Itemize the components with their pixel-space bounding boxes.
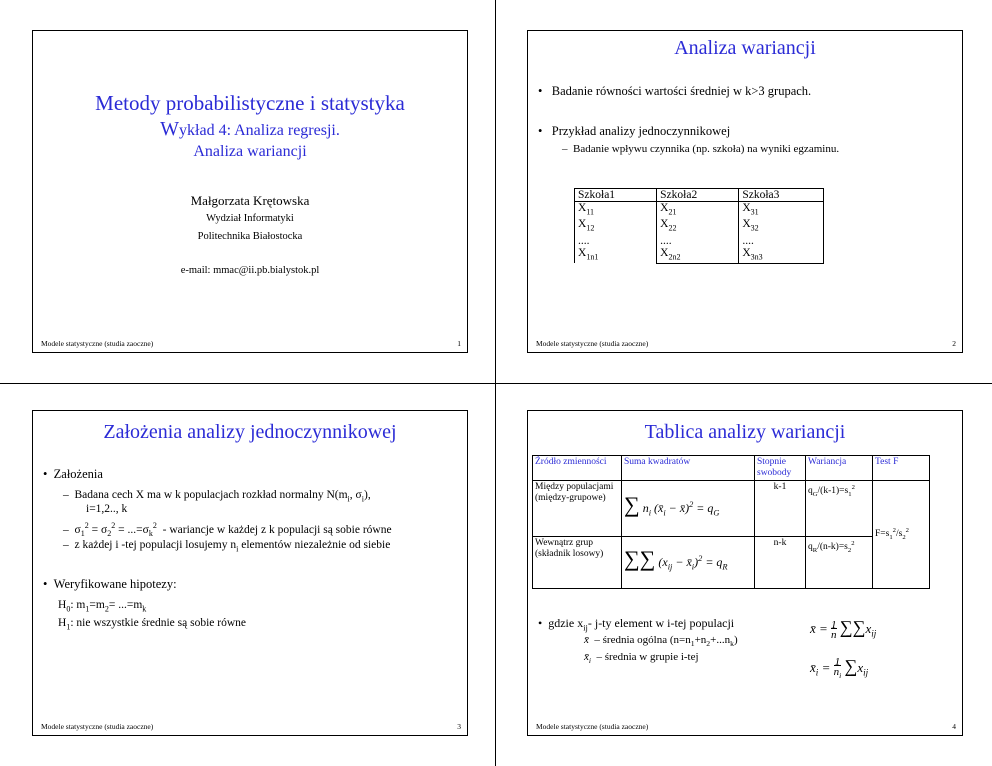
hypothesis-h0: $H_0$: $m_1=m_2= ...=m_k$: [58, 599, 147, 614]
faculty-name: Wydział Informatyki: [206, 213, 294, 224]
formula-overall-mean: x̄ = 1 n $\sum\sum x_{ij}$: [810, 617, 877, 642]
sub-bullet-3-tail: elementów niezależnie od siebie: [238, 539, 391, 551]
mean-overall: x̄ – średnia ogólna $(n=n_1+n_2+...n_k)$: [584, 634, 738, 649]
bullet-2: • Weryfikowane hipotezy:: [43, 577, 177, 591]
schools-table: [574, 188, 824, 264]
table-row: [533, 481, 930, 537]
dots: ....: [660, 234, 672, 247]
title-line-2-initial: W: [160, 118, 180, 140]
table-cell: $X_{31}$ $X_{32}$ .... $X_{3n3}$: [739, 202, 824, 264]
mean-overall-text: – średnia ogólna (n=n: [594, 634, 691, 646]
table-row: [575, 202, 824, 264]
page-number: 3: [457, 722, 461, 731]
page-number: 1: [457, 339, 461, 348]
sub-bullet-1-text: Badanie wpływu czynnika (np. szkoła) na wyniki egzaminu.: [573, 143, 840, 155]
slide-4-title: Tablica analizy wariancji: [644, 421, 846, 443]
university-name: Politechnika Białostocka: [197, 231, 303, 242]
dots: ....: [742, 234, 754, 247]
sub-bullet-3-text: z każdej i -tej populacji losujemy n: [74, 539, 237, 551]
bullet-1-text: Badanie równości wartości średniej w k>3 grupach.: [551, 84, 812, 98]
slide-footer: Modele statystyczne (studia zaoczne): [41, 722, 154, 731]
header-school-1: Szkoła1: [575, 189, 657, 202]
slide-1: [32, 30, 468, 353]
row2-df: n-k: [755, 537, 806, 589]
email: e-mail: mmac@ii.pb.bialystok.pl: [180, 265, 320, 276]
row1-variance: $q_G/(k-1)=s_1^2$: [806, 481, 873, 537]
table-row: [533, 537, 930, 589]
bullet-1: • Założenia: [43, 467, 103, 481]
bullet-1-text: Założenia: [53, 467, 103, 481]
row1-df: k-1: [755, 481, 806, 537]
mean-group: $x̄_i$ – średnia w grupie i-tej: [584, 651, 699, 666]
sub-bullet-1: – Badana cech X ma w k populacjach rozkład normalny $N(m_i$, $\sigma_i$),: [63, 489, 371, 504]
slide-footer: Modele statystyczne (studia zaoczne): [536, 722, 649, 731]
author-name: Małgorzata Krętowska: [190, 193, 310, 208]
slide-footer: Modele statystyczne (studia zaoczne): [536, 339, 649, 348]
title-line-2-rest: ykład 4: Analiza regresji.: [179, 122, 340, 139]
slide-2-title: Analiza wariancji: [674, 37, 816, 59]
bullet-1: • gdzie $x_{ij}-$ j-ty element w i-tej populacji: [538, 616, 735, 633]
title-line-2: [33, 118, 467, 141]
table-cell: $X_{11}$ $X_{12}$ .... $X_{1n1}$: [575, 202, 657, 264]
row2-source: Wewnątrz grup (składnik losowy): [533, 537, 622, 589]
test-f-value: $F=s_1^2/s_2^2$: [873, 481, 930, 589]
slide-4: [527, 410, 963, 736]
sub-bullet-1-text: Badana cech X ma w k populacjach rozkład normalny N(m: [74, 489, 348, 501]
table-header-row: [533, 456, 930, 481]
slide-footer: Modele statystyczne (studia zaoczne): [41, 339, 154, 348]
slide-1-title: [33, 91, 467, 161]
row2-variance: $q_R/(n-k)=s_2^2$: [806, 537, 873, 589]
header-school-2: Szkoła2: [657, 189, 739, 202]
table-cell: $X_{21}$ $X_{22}$ .... $X_{2n2}$: [657, 202, 739, 264]
anova-table: [532, 455, 930, 589]
header-school-3: Szkoła3: [739, 189, 824, 202]
mean-group-text: – średnia w grupie i-tej: [596, 651, 699, 663]
sub-bullet-1-cont: i=1,2.., k: [86, 503, 128, 515]
header-source: Źródło zmienności: [533, 456, 622, 481]
hypothesis-h1: $H_1$: nie wszystkie średnie są sobie równe: [58, 617, 246, 632]
header-df: Stopnie swobody: [755, 456, 806, 481]
horizontal-divider: [0, 383, 992, 384]
row2-sum-squares: ∑∑ ($x_{ij}$ − $x̄_i)^2 = q_R$: [622, 537, 755, 589]
header-test-f: Test F: [873, 456, 930, 481]
sub-bullet-1-sigma: , σ: [349, 489, 362, 501]
bullet-1-text: gdzie x: [548, 616, 584, 630]
header-variance: Wariancja: [806, 456, 873, 481]
bullet-2: • Przykład analizy jednoczynnikowej: [538, 124, 731, 138]
slide-3-title: Założenia analizy jednoczynnikowej: [103, 421, 397, 443]
bullet-1-tail: - j-ty element w i-tej populacji: [587, 616, 735, 630]
sub-bullet-2: – $\sigma_1^2 = \sigma_2^2 = ...=\sigma_k^2$ - wariancje w każdej z k populacji są sobie równe: [63, 521, 392, 539]
page-number: 4: [952, 722, 956, 731]
slide-2: [527, 30, 963, 353]
sub-bullet-1: – Badanie wpływu czynnika (np. szkoła) na wyniki egzaminu.: [562, 143, 840, 155]
page-number: 2: [952, 339, 956, 348]
header-sum-squares: Suma kwadratów: [622, 456, 755, 481]
dots: ....: [578, 234, 590, 247]
sub-bullet-1-close: ),: [363, 489, 371, 501]
bullet-1: • Badanie równości wartości średniej w k>3 grupach.: [538, 84, 812, 98]
hypothesis-h1-text: : nie wszystkie średnie są sobie równe: [70, 617, 246, 629]
title-line-1: Metody probabilistyczne i statystyka: [95, 91, 405, 115]
row1-sum-squares: ∑ $n_i$ ($x̄_i$ − x̄)$^2$ = $q_G$: [622, 481, 755, 537]
sub-bullet-3: – z każdej i -tej populacji losujemy $n_i$ elementów niezależnie od siebie: [63, 539, 391, 554]
title-line-3: Analiza wariancji: [193, 143, 307, 160]
table-header-row: [575, 189, 824, 202]
bullet-2-text: Przykład analizy jednoczynnikowej: [551, 124, 731, 138]
bullet-2-text: Weryfikowane hipotezy:: [53, 577, 177, 591]
row1-source: Między populacjami (między-grupowe): [533, 481, 622, 537]
formula-group-mean: $x̄_i = 1$ $n_i$ $\sum x_{ij}$: [810, 655, 869, 681]
slide-3: [32, 410, 468, 736]
sub-bullet-2-text: - wariancje w każdej z k populacji są sobie równe: [162, 523, 392, 536]
